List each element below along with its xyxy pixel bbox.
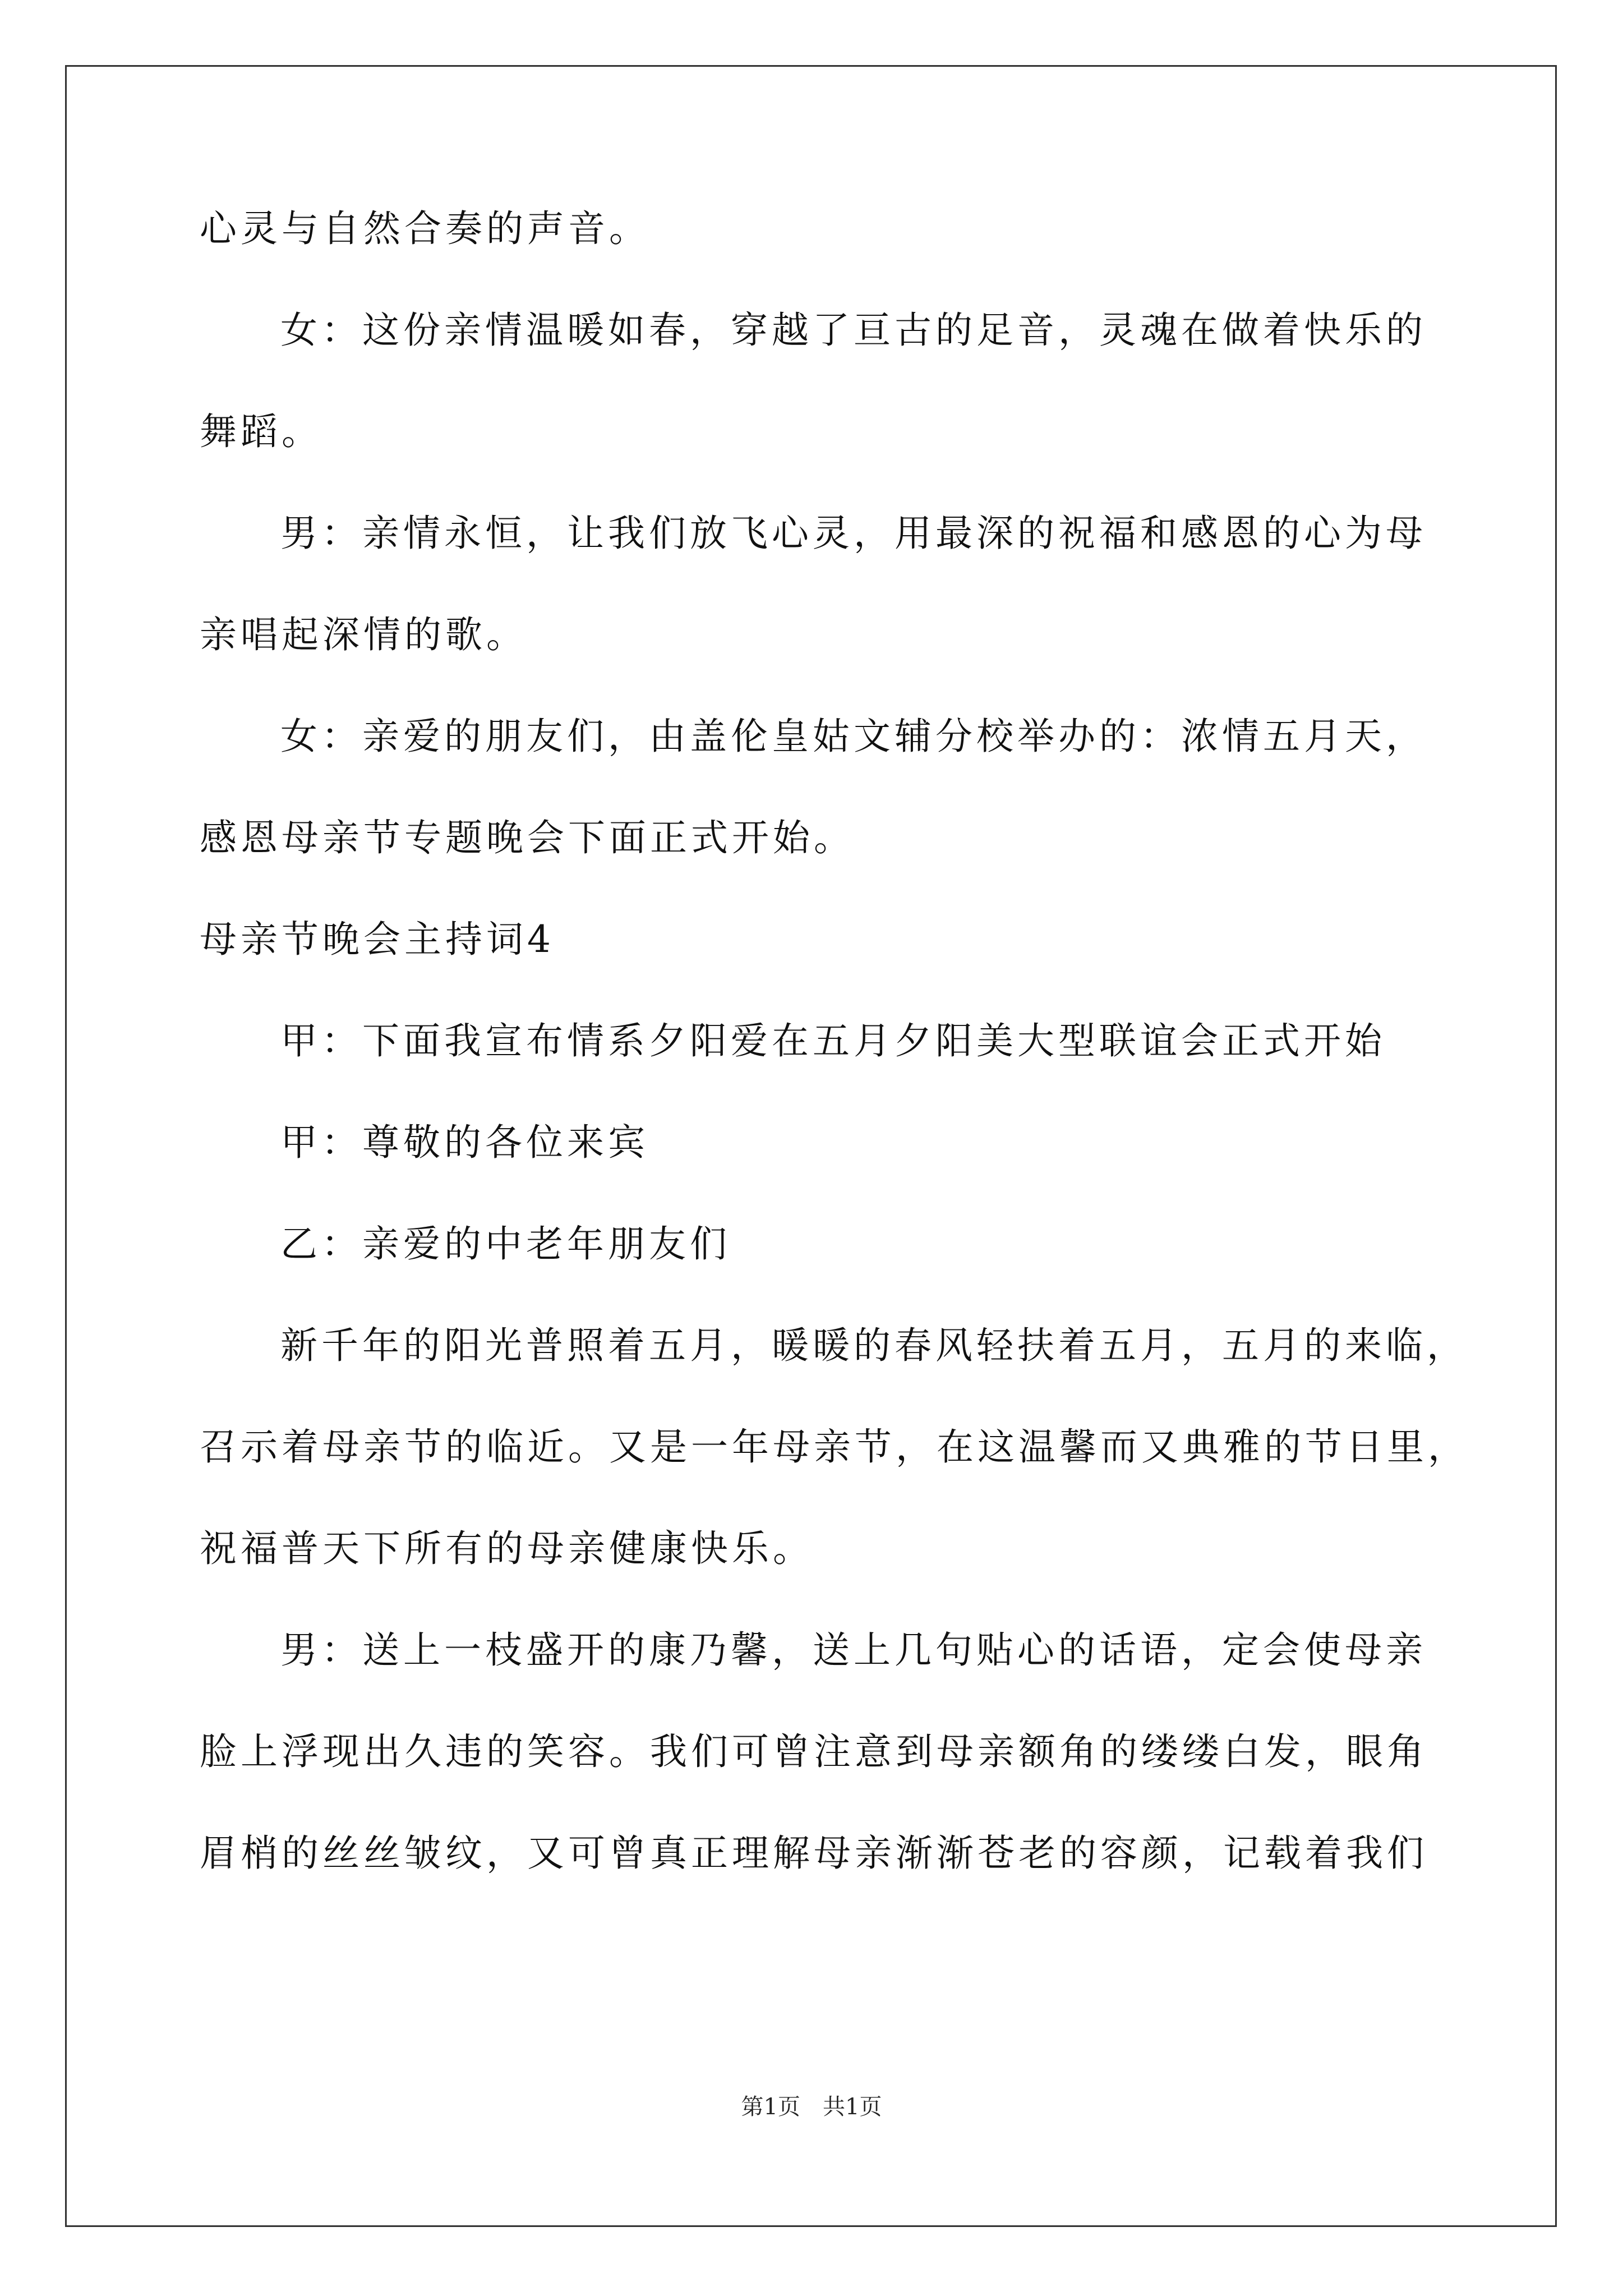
text-line: 召示着母亲节的临近。又是一年母亲节，在这温馨而又典雅的节日里， (200, 1425, 1469, 1469)
text-line: 感恩母亲节专题晚会下面正式开始。 (200, 816, 855, 859)
text-line: 新千年的阳光普照着五月，暖暖的春风轻扶着五月，五月的来临， (280, 1324, 1468, 1367)
text-line: 脸上浮现出久违的笑容。我们可曾注意到母亲额角的缕缕白发，眼角 (200, 1730, 1428, 1773)
page-footer (0, 2093, 1623, 2120)
text-line: 甲：尊敬的各位来宾 (280, 1121, 649, 1164)
text-line: 亲唱起深情的歌。 (200, 613, 527, 656)
text-line: 舞蹈。 (200, 410, 322, 453)
page-total: 共1页 (823, 2094, 882, 2120)
text-line: 心灵与自然合奏的声音。 (200, 207, 650, 250)
page-number: 第1页 (741, 2094, 800, 2120)
text-line: 男：送上一枝盛开的康乃馨，送上几句贴心的话语，定会使母亲 (280, 1628, 1427, 1672)
text-line: 甲：下面我宣布情系夕阳爱在五月夕阳美大型联谊会正式开始 (280, 1019, 1386, 1062)
text-line: 祝福普天下所有的母亲健康快乐。 (200, 1527, 814, 1570)
section-heading: 母亲节晚会主持词4 (200, 918, 555, 961)
text-line: 女：这份亲情温暖如春，穿越了亘古的足音，灵魂在做着快乐的 (280, 309, 1427, 352)
text-line: 眉梢的丝丝皱纹，又可曾真正理解母亲渐渐苍老的容颜，记载着我们 (200, 1832, 1428, 1875)
text-line: 男：亲情永恒，让我们放飞心灵，用最深的祝福和感恩的心为母 (280, 512, 1427, 555)
text-line: 乙：亲爱的中老年朋友们 (280, 1222, 731, 1266)
text-line: 女：亲爱的朋友们，由盖伦皇姑文辅分校举办的：浓情五月天， (280, 715, 1427, 758)
